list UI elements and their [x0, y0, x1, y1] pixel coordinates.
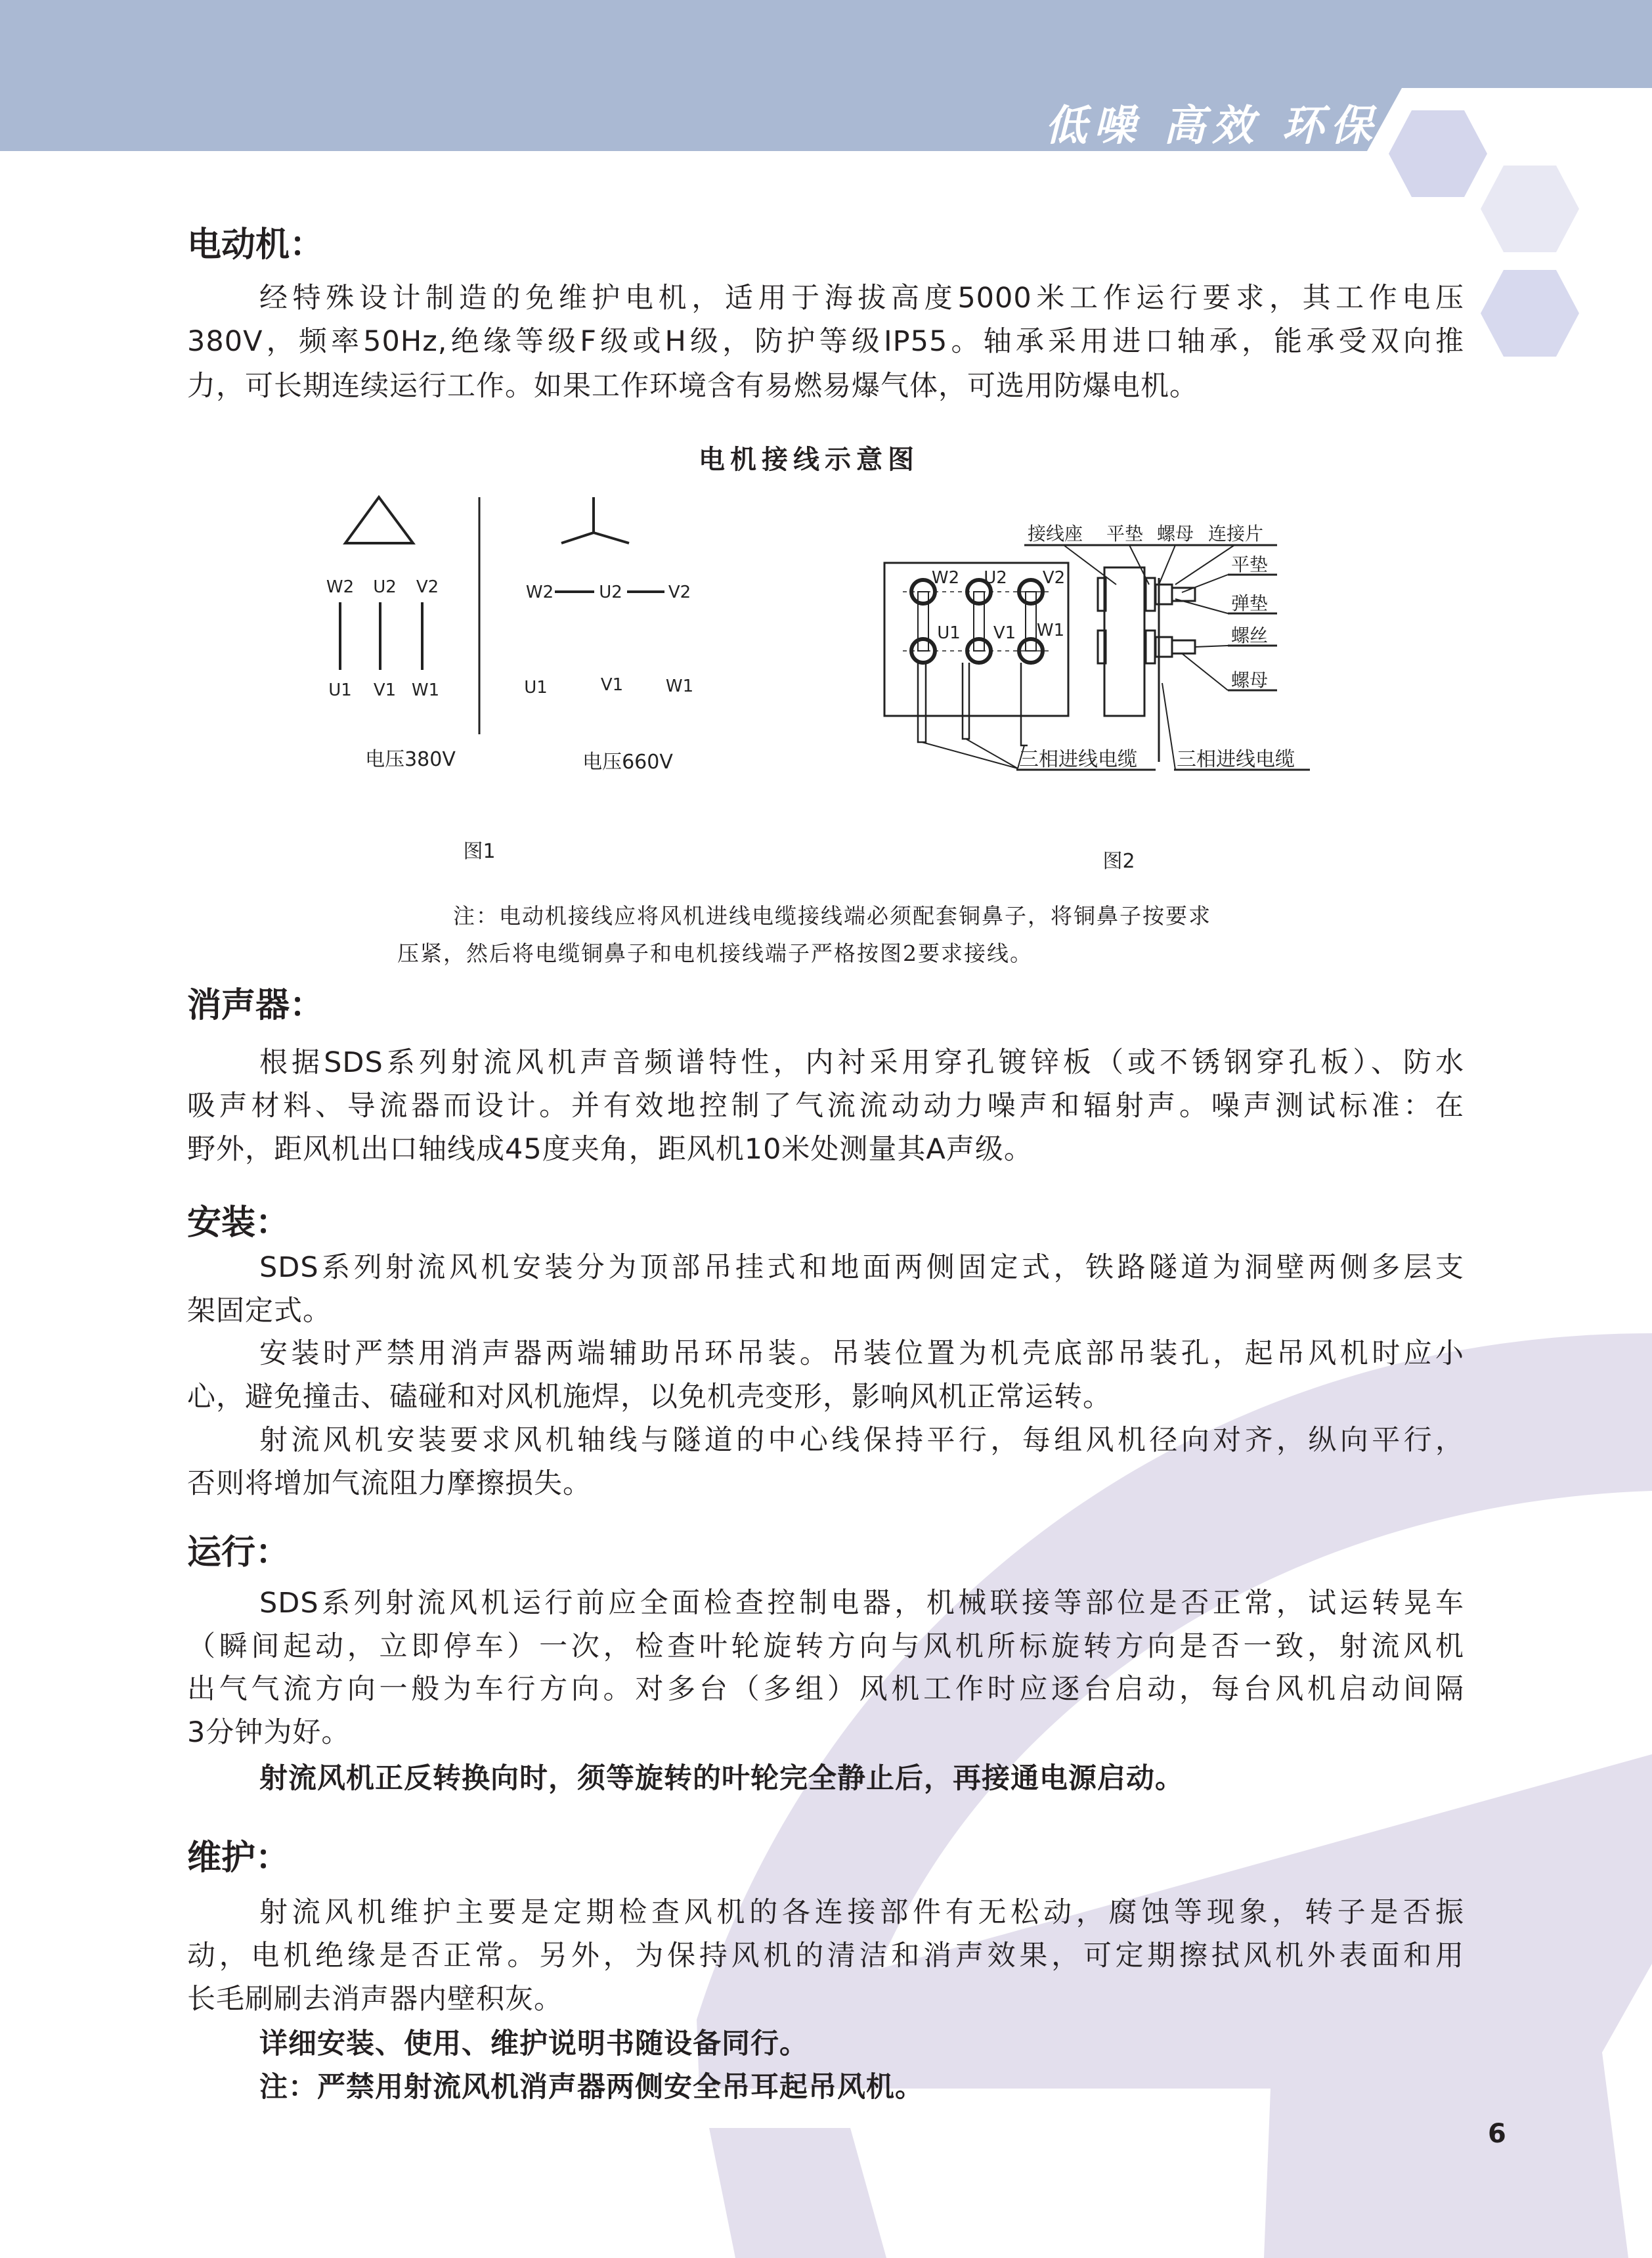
- paragraph-line: 经特殊设计制造的免维护电机，适用于海拔高度5000米工作运行要求，其工作电压: [259, 282, 1464, 315]
- voltage-660-label: 电压660V: [582, 751, 673, 774]
- paragraph-line: 射流风机维护主要是定期检查风机的各连接部件有无松动，腐蚀等现象，转子是否振: [259, 1896, 1464, 1929]
- paragraph-line: 3分钟为好。: [187, 1716, 351, 1749]
- paragraph-line: 动，电机绝缘是否正常。另外，为保持风机的清洁和消声效果，可定期擦拭风机外表面和用: [187, 1939, 1464, 1972]
- paragraph-line: 安装时严禁用消声器两端辅助吊环吊装。吊装位置为机壳底部吊装孔，起吊风机时应小: [259, 1337, 1464, 1370]
- terminal-label: W2: [326, 577, 355, 597]
- terminal-label: W2: [931, 568, 960, 588]
- terminal-label: V1: [600, 675, 624, 695]
- delta-symbol: [345, 497, 413, 543]
- terminal-label: W1: [411, 680, 440, 700]
- voltage-380-label: 电压380V: [365, 748, 456, 771]
- diagram-title: 电机接线示意图: [699, 445, 919, 475]
- wiring-note-line: 注：电动机接线应将风机进线电缆接线端必须配套铜鼻子，将铜鼻子按要求: [453, 903, 1211, 929]
- paragraph-line: 根据SDS系列射流风机声音频谱特性，内衬采用穿孔镀锌板（或不锈钢穿孔板）、防水: [259, 1046, 1464, 1079]
- terminal-label: V2: [668, 583, 691, 602]
- cable-label: 三相进线电缆: [1019, 748, 1137, 771]
- terminal-label: W1: [1036, 621, 1065, 640]
- terminal-label: V2: [416, 577, 439, 597]
- part-label: 平垫: [1106, 523, 1144, 544]
- figure-1-caption: 图1: [463, 840, 496, 863]
- terminal-label: U2: [984, 568, 1007, 588]
- paragraph-line: 野外，距风机出口轴线成45度夹角，距风机10米处测量其A声级。: [187, 1133, 1033, 1166]
- part-label: 螺母: [1231, 669, 1269, 691]
- figure-2-caption: 图2: [1102, 850, 1135, 873]
- terminal-label: U2: [373, 577, 397, 597]
- header-slogan: 低噪 高效 环保: [1045, 101, 1379, 150]
- part-label: 接线座: [1028, 523, 1083, 544]
- paragraph-line: 射流风机安装要求风机轴线与隧道的中心线保持平行，每组风机径向对齐，纵向平行，: [259, 1424, 1464, 1457]
- terminal-label: U1: [937, 623, 961, 643]
- paragraph-line: 出气气流方向一般为车行方向。对多台（多组）风机工作时应逐台启动，每台风机启动间隔: [187, 1673, 1464, 1706]
- section-heading: 电动机：: [187, 225, 324, 265]
- bold-paragraph-line: 注：严禁用射流风机消声器两侧安全吊耳起吊风机。: [259, 2071, 924, 2104]
- paragraph-line: 心，避免撞击、磕碰和对风机施焊，以免机壳变形，影响风机正常运转。: [187, 1381, 1112, 1413]
- terminal-label: U1: [524, 678, 548, 697]
- page-number: 6: [1488, 2119, 1506, 2149]
- part-label: 弹垫: [1231, 592, 1269, 614]
- paragraph-line: SDS系列射流风机运行前应全面检查控制电器，机械联接等部位是否正常，试运转晃车: [259, 1587, 1464, 1620]
- wiring-note-line: 压紧，然后将电缆铜鼻子和电机接线端子严格按图2要求接线。: [397, 941, 1033, 966]
- wiring-diagram: [0, 0, 1652, 919]
- part-label: 螺母: [1157, 523, 1194, 544]
- terminal-label: W1: [665, 676, 694, 696]
- section-heading: 消声器：: [187, 986, 324, 1025]
- section-heading: 运行：: [187, 1533, 290, 1572]
- cable-label: 三相进线电缆: [1177, 748, 1295, 771]
- bold-paragraph-line: 详细安装、使用、维护说明书随设备同行。: [259, 2027, 808, 2060]
- bold-paragraph-line: 射流风机正反转换向时，须等旋转的叶轮完全静止后，再接通电源启动。: [259, 1762, 1184, 1795]
- paragraph-line: 长毛刷刷去消声器内壁积灰。: [187, 1983, 563, 2016]
- paragraph-line: 吸声材料、导流器而设计。并有效地控制了气流流动动力噪声和辐射声。噪声测试标准：在: [187, 1090, 1464, 1122]
- terminal-label: W2: [525, 583, 554, 602]
- section-heading: 安装：: [187, 1203, 290, 1243]
- paragraph-line: SDS系列射流风机安装分为顶部吊挂式和地面两侧固定式，铁路隧道为洞壁两侧多层支: [259, 1251, 1464, 1284]
- section-heading: 维护：: [187, 1838, 290, 1878]
- part-label: 平垫: [1231, 554, 1269, 575]
- paragraph-line: 架固定式。: [187, 1295, 332, 1327]
- part-label: 连接片: [1208, 523, 1264, 544]
- terminal-label: V1: [373, 680, 397, 700]
- star-symbol: [561, 497, 629, 543]
- terminal-label: U1: [328, 680, 352, 700]
- side-view: [1024, 545, 1310, 770]
- terminal-label: V1: [993, 623, 1016, 643]
- terminal-label: V2: [1042, 568, 1066, 588]
- paragraph-line: 否则将增加气流阻力摩擦损失。: [187, 1467, 592, 1500]
- terminals: [903, 580, 1051, 663]
- part-label: 螺丝: [1231, 625, 1269, 646]
- terminal-label: U2: [599, 583, 622, 602]
- paragraph-line: 力，可长期连续运行工作。如果工作环境含有易燃易爆气体，可选用防爆电机。: [187, 370, 1198, 403]
- paragraph-line: （瞬间起动，立即停车）一次，检查叶轮旋转方向与风机所标旋转方向是否一致，射流风机: [187, 1630, 1464, 1663]
- paragraph-line: 380V，频率50Hz,绝缘等级F级或H级，防护等级IP55。轴承采用进口轴承，能承受双向推: [187, 325, 1464, 358]
